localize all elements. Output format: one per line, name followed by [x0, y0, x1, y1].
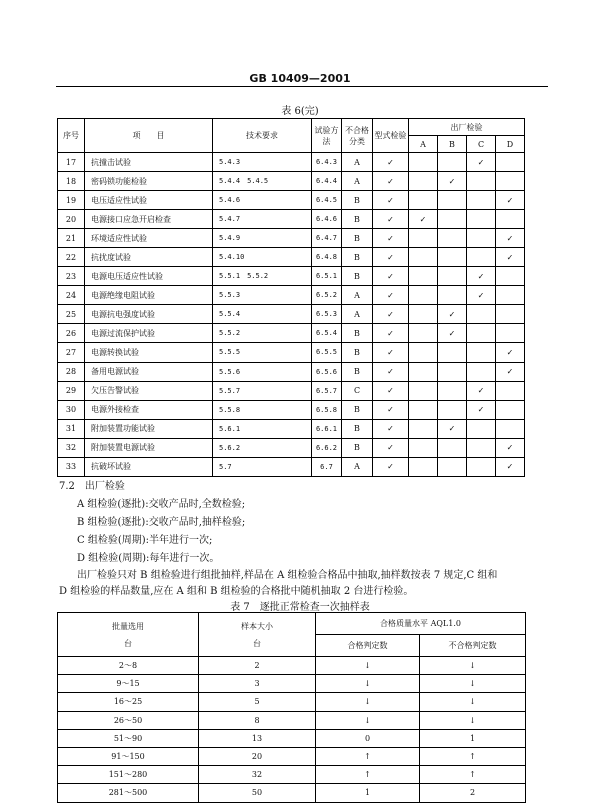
- method-cell: 6.6.2: [312, 438, 342, 457]
- section-heading: 7.2 出厂检验: [59, 481, 125, 492]
- method-cell: 6.5.2: [312, 286, 342, 305]
- a-check-cell: [409, 419, 438, 438]
- b-check-cell: [438, 381, 467, 400]
- d-check-cell: ✓: [496, 248, 525, 267]
- defect-class-cell: A: [342, 457, 373, 476]
- seq-cell: 22: [58, 248, 85, 267]
- table6-row: [58, 343, 525, 362]
- type-check-cell: ✓: [373, 324, 409, 343]
- item-cell: 密码锁功能检验: [85, 172, 213, 191]
- a-check-cell: ✓: [409, 210, 438, 229]
- b-check-cell: [438, 153, 467, 172]
- type-check-cell: ✓: [373, 400, 409, 419]
- seq-cell: 23: [58, 267, 85, 286]
- section-line-b: B 组检验(逐批):交收产品时,抽样检验;: [77, 517, 246, 528]
- re-cell: ↓: [420, 675, 526, 693]
- b-check-cell: [438, 267, 467, 286]
- a-check-cell: [409, 324, 438, 343]
- a-check-cell: [409, 286, 438, 305]
- table6-row: [58, 438, 525, 457]
- type-check-cell: ✓: [373, 153, 409, 172]
- b-check-cell: ✓: [438, 324, 467, 343]
- method-cell: 6.4.4: [312, 172, 342, 191]
- b-check-cell: [438, 286, 467, 305]
- ac-cell: ↓: [316, 711, 420, 729]
- c-check-cell: [467, 324, 496, 343]
- defect-class-cell: A: [342, 153, 373, 172]
- item-cell: 附加装置功能试验: [85, 419, 213, 438]
- table6-row: [58, 191, 525, 210]
- a-check-cell: [409, 457, 438, 476]
- b-check-cell: ✓: [438, 172, 467, 191]
- batch-cell: 26～50: [58, 711, 199, 729]
- req-cell: 5.4.6: [213, 191, 312, 210]
- table6-row: [58, 419, 525, 438]
- req-cell: 5.5.2: [213, 324, 312, 343]
- defect-class-cell: A: [342, 305, 373, 324]
- sample-size-cell: 13: [199, 729, 316, 747]
- item-cell: 电源转换试验: [85, 343, 213, 362]
- method-cell: 6.4.7: [312, 229, 342, 248]
- item-cell: 抗扰度试验: [85, 248, 213, 267]
- b-check-cell: ✓: [438, 305, 467, 324]
- b-check-cell: [438, 343, 467, 362]
- item-cell: 备用电源试验: [85, 362, 213, 381]
- method-cell: 6.4.6: [312, 210, 342, 229]
- col-b-header: B: [438, 136, 467, 153]
- req-cell: 5.5.3: [213, 286, 312, 305]
- table7-row: [58, 657, 526, 675]
- req-cell: 5.5.1 5.5.2: [213, 267, 312, 286]
- seq-cell: 19: [58, 191, 85, 210]
- sample-size-cell: 20: [199, 747, 316, 765]
- item-cell: 电源接口应急开启检查: [85, 210, 213, 229]
- batch-cell: 16～25: [58, 693, 199, 711]
- ac-cell: ↑: [316, 747, 420, 765]
- defect-class-cell: B: [342, 419, 373, 438]
- seq-cell: 17: [58, 153, 85, 172]
- c-check-cell: [467, 343, 496, 362]
- seq-cell: 33: [58, 457, 85, 476]
- col-seq-header: 序号: [58, 119, 85, 153]
- method-cell: 6.4.3: [312, 153, 342, 172]
- d-check-cell: [496, 400, 525, 419]
- defect-class-cell: C: [342, 381, 373, 400]
- a-check-cell: [409, 343, 438, 362]
- d-check-cell: [496, 381, 525, 400]
- c-check-cell: ✓: [467, 286, 496, 305]
- item-cell: 电压适应性试验: [85, 191, 213, 210]
- req-cell: 5.5.6: [213, 362, 312, 381]
- type-check-cell: ✓: [373, 191, 409, 210]
- re-cell: ↓: [420, 711, 526, 729]
- section-line-c: C 组检验(周期):半年进行一次;: [77, 535, 213, 546]
- ac-cell: 1: [316, 784, 420, 802]
- req-cell: 5.6.1: [213, 419, 312, 438]
- table7-row: [58, 729, 526, 747]
- req-cell: 5.6.2: [213, 438, 312, 457]
- ac-cell: ↓: [316, 675, 420, 693]
- d-check-cell: ✓: [496, 229, 525, 248]
- col-method-header: 试验方法: [312, 119, 342, 153]
- table6: [57, 118, 525, 477]
- table6-row: [58, 153, 525, 172]
- type-check-cell: ✓: [373, 210, 409, 229]
- type-check-cell: ✓: [373, 248, 409, 267]
- req-cell: 5.4.4 5.4.5: [213, 172, 312, 191]
- type-check-cell: ✓: [373, 267, 409, 286]
- b-check-cell: [438, 362, 467, 381]
- col-d-header: D: [496, 136, 525, 153]
- type-check-cell: ✓: [373, 343, 409, 362]
- d-check-cell: ✓: [496, 191, 525, 210]
- defect-class-cell: B: [342, 324, 373, 343]
- sample-header-line1: 样本大小: [241, 621, 273, 631]
- d-check-cell: ✓: [496, 343, 525, 362]
- type-check-cell: ✓: [373, 172, 409, 191]
- d-check-cell: [496, 267, 525, 286]
- a-check-cell: [409, 229, 438, 248]
- b-check-cell: [438, 191, 467, 210]
- a-check-cell: [409, 400, 438, 419]
- table6-row: [58, 248, 525, 267]
- table7-row: [58, 766, 526, 784]
- method-cell: 6.5.4: [312, 324, 342, 343]
- type-check-cell: ✓: [373, 438, 409, 457]
- defect-class-cell: B: [342, 438, 373, 457]
- sample-size-cell: 8: [199, 711, 316, 729]
- batch-cell: 151～280: [58, 766, 199, 784]
- defect-class-cell: A: [342, 172, 373, 191]
- d-check-cell: ✓: [496, 438, 525, 457]
- c-check-cell: ✓: [467, 381, 496, 400]
- b-check-cell: [438, 229, 467, 248]
- aql-header: 合格质量水平 AQL1.0: [316, 613, 526, 635]
- d-check-cell: [496, 172, 525, 191]
- col-c-header: C: [467, 136, 496, 153]
- defect-class-cell: B: [342, 400, 373, 419]
- type-check-cell: ✓: [373, 305, 409, 324]
- c-check-cell: [467, 438, 496, 457]
- d-check-cell: [496, 305, 525, 324]
- method-cell: 6.5.8: [312, 400, 342, 419]
- b-check-cell: [438, 438, 467, 457]
- b-check-cell: [438, 457, 467, 476]
- c-check-cell: [467, 457, 496, 476]
- seq-cell: 30: [58, 400, 85, 419]
- ac-cell: 0: [316, 729, 420, 747]
- defect-class-cell: A: [342, 286, 373, 305]
- type-check-cell: ✓: [373, 419, 409, 438]
- c-check-cell: ✓: [467, 153, 496, 172]
- type-check-cell: ✓: [373, 229, 409, 248]
- req-cell: 5.5.4: [213, 305, 312, 324]
- table7-row: [58, 693, 526, 711]
- item-cell: 抗破坏试验: [85, 457, 213, 476]
- d-check-cell: ✓: [496, 457, 525, 476]
- req-cell: 5.4.9: [213, 229, 312, 248]
- batch-cell: 51～90: [58, 729, 199, 747]
- table6-row: [58, 210, 525, 229]
- defect-class-cell: B: [342, 248, 373, 267]
- table6-row: [58, 381, 525, 400]
- table6-row: [58, 400, 525, 419]
- defect-class-cell: B: [342, 191, 373, 210]
- seq-cell: 29: [58, 381, 85, 400]
- batch-header-line1: 批量选用: [112, 621, 144, 631]
- method-cell: 6.5.7: [312, 381, 342, 400]
- item-cell: 电源绝缘电阻试验: [85, 286, 213, 305]
- d-check-cell: [496, 419, 525, 438]
- c-check-cell: [467, 362, 496, 381]
- d-check-cell: [496, 324, 525, 343]
- batch-header-line2: 台: [124, 638, 132, 648]
- item-cell: 电源抗电强度试验: [85, 305, 213, 324]
- table7-row: [58, 675, 526, 693]
- col-type-header: 型式检验: [373, 119, 409, 153]
- a-check-cell: [409, 172, 438, 191]
- type-check-cell: ✓: [373, 362, 409, 381]
- d-check-cell: [496, 286, 525, 305]
- method-cell: 6.4.5: [312, 191, 342, 210]
- req-cell: 5.4.10: [213, 248, 312, 267]
- item-cell: 电源过流保护试验: [85, 324, 213, 343]
- sample-header: [199, 613, 316, 657]
- table7-row: [58, 784, 526, 802]
- seq-cell: 24: [58, 286, 85, 305]
- sample-size-cell: 3: [199, 675, 316, 693]
- a-check-cell: [409, 153, 438, 172]
- col-defect-header: 不合格分类: [342, 119, 373, 153]
- re-cell: 2: [420, 784, 526, 802]
- table6-caption: 表 6(完): [281, 106, 319, 117]
- seq-cell: 18: [58, 172, 85, 191]
- sample-size-cell: 50: [199, 784, 316, 802]
- seq-cell: 27: [58, 343, 85, 362]
- table6-row: [58, 172, 525, 191]
- table6-row: [58, 286, 525, 305]
- table6-row: [58, 324, 525, 343]
- table6-row: [58, 305, 525, 324]
- c-check-cell: [467, 305, 496, 324]
- table7: [57, 612, 526, 803]
- a-check-cell: [409, 438, 438, 457]
- batch-cell: 2～8: [58, 657, 199, 675]
- col-factory-header: 出厂检验: [409, 119, 525, 136]
- re-header: 不合格判定数: [420, 635, 526, 657]
- sample-size-cell: 2: [199, 657, 316, 675]
- item-cell: 附加装置电源试验: [85, 438, 213, 457]
- batch-cell: 9～15: [58, 675, 199, 693]
- defect-class-cell: B: [342, 229, 373, 248]
- batch-cell: 281～500: [58, 784, 199, 802]
- c-check-cell: [467, 172, 496, 191]
- col-req-header: 技术要求: [213, 119, 312, 153]
- a-check-cell: [409, 248, 438, 267]
- defect-class-cell: B: [342, 362, 373, 381]
- b-check-cell: ✓: [438, 419, 467, 438]
- c-check-cell: [467, 248, 496, 267]
- ac-cell: ↑: [316, 766, 420, 784]
- col-item-header: 项 目: [85, 119, 213, 153]
- ac-header: 合格判定数: [316, 635, 420, 657]
- item-cell: 环境适应性试验: [85, 229, 213, 248]
- method-cell: 6.5.6: [312, 362, 342, 381]
- item-cell: 抗撞击试验: [85, 153, 213, 172]
- standard-header: GB 10409—2001: [249, 72, 351, 85]
- re-cell: ↓: [420, 657, 526, 675]
- table6-row: [58, 457, 525, 476]
- c-check-cell: ✓: [467, 400, 496, 419]
- req-cell: 5.5.8: [213, 400, 312, 419]
- c-check-cell: [467, 210, 496, 229]
- table7-row: [58, 747, 526, 765]
- batch-cell: 91～150: [58, 747, 199, 765]
- sample-header-line2: 台: [253, 638, 261, 648]
- re-cell: 1: [420, 729, 526, 747]
- item-cell: 欠压告警试验: [85, 381, 213, 400]
- req-cell: 5.4.3: [213, 153, 312, 172]
- type-check-cell: ✓: [373, 286, 409, 305]
- type-check-cell: ✓: [373, 381, 409, 400]
- batch-header: [58, 613, 199, 657]
- table7-body: [58, 657, 526, 803]
- method-cell: 6.6.1: [312, 419, 342, 438]
- seq-cell: 26: [58, 324, 85, 343]
- seq-cell: 31: [58, 419, 85, 438]
- col-a-header: A: [409, 136, 438, 153]
- method-cell: 6.7: [312, 457, 342, 476]
- seq-cell: 32: [58, 438, 85, 457]
- b-check-cell: [438, 210, 467, 229]
- section-line-d: D 组检验(周期):每年进行一次。: [77, 553, 220, 564]
- seq-cell: 21: [58, 229, 85, 248]
- defect-class-cell: B: [342, 343, 373, 362]
- section-line-a: A 组检验(逐批):交收产品时,全数检验;: [77, 499, 246, 510]
- re-cell: ↑: [420, 747, 526, 765]
- sample-size-cell: 5: [199, 693, 316, 711]
- table6-row: [58, 229, 525, 248]
- method-cell: 6.5.1: [312, 267, 342, 286]
- table6-body: [58, 153, 525, 477]
- seq-cell: 28: [58, 362, 85, 381]
- method-cell: 6.5.5: [312, 343, 342, 362]
- item-cell: 电源电压适应性试验: [85, 267, 213, 286]
- req-cell: 5.5.5: [213, 343, 312, 362]
- seq-cell: 25: [58, 305, 85, 324]
- defect-class-cell: B: [342, 267, 373, 286]
- req-cell: 5.7: [213, 457, 312, 476]
- table7-caption: 表 7 逐批正常检查一次抽样表: [230, 602, 370, 613]
- ac-cell: ↓: [316, 693, 420, 711]
- seq-cell: 20: [58, 210, 85, 229]
- d-check-cell: ✓: [496, 362, 525, 381]
- table6-row: [58, 267, 525, 286]
- section-para-1: 出厂检验只对 B 组检验进行组批抽样,样品在 A 组检验合格品中抽取,抽样数按表 7 规定,C 组和: [77, 570, 498, 581]
- a-check-cell: [409, 305, 438, 324]
- ac-cell: ↓: [316, 657, 420, 675]
- header-rule: [56, 86, 548, 87]
- type-check-cell: ✓: [373, 457, 409, 476]
- a-check-cell: [409, 381, 438, 400]
- d-check-cell: [496, 153, 525, 172]
- c-check-cell: [467, 191, 496, 210]
- item-cell: 电源外接检查: [85, 400, 213, 419]
- method-cell: 6.4.8: [312, 248, 342, 267]
- sample-size-cell: 32: [199, 766, 316, 784]
- req-cell: 5.5.7: [213, 381, 312, 400]
- b-check-cell: [438, 400, 467, 419]
- c-check-cell: [467, 419, 496, 438]
- method-cell: 6.5.3: [312, 305, 342, 324]
- b-check-cell: [438, 248, 467, 267]
- c-check-cell: [467, 229, 496, 248]
- re-cell: ↑: [420, 766, 526, 784]
- d-check-cell: [496, 210, 525, 229]
- table7-row: [58, 711, 526, 729]
- a-check-cell: [409, 362, 438, 381]
- a-check-cell: [409, 267, 438, 286]
- table6-row: [58, 362, 525, 381]
- section-para-2: D 组检验的样品数量,应在 A 组和 B 组检验的合格批中随机抽取 2 台进行检验。: [59, 586, 414, 597]
- req-cell: 5.4.7: [213, 210, 312, 229]
- c-check-cell: ✓: [467, 267, 496, 286]
- a-check-cell: [409, 191, 438, 210]
- re-cell: ↓: [420, 693, 526, 711]
- defect-class-cell: B: [342, 210, 373, 229]
